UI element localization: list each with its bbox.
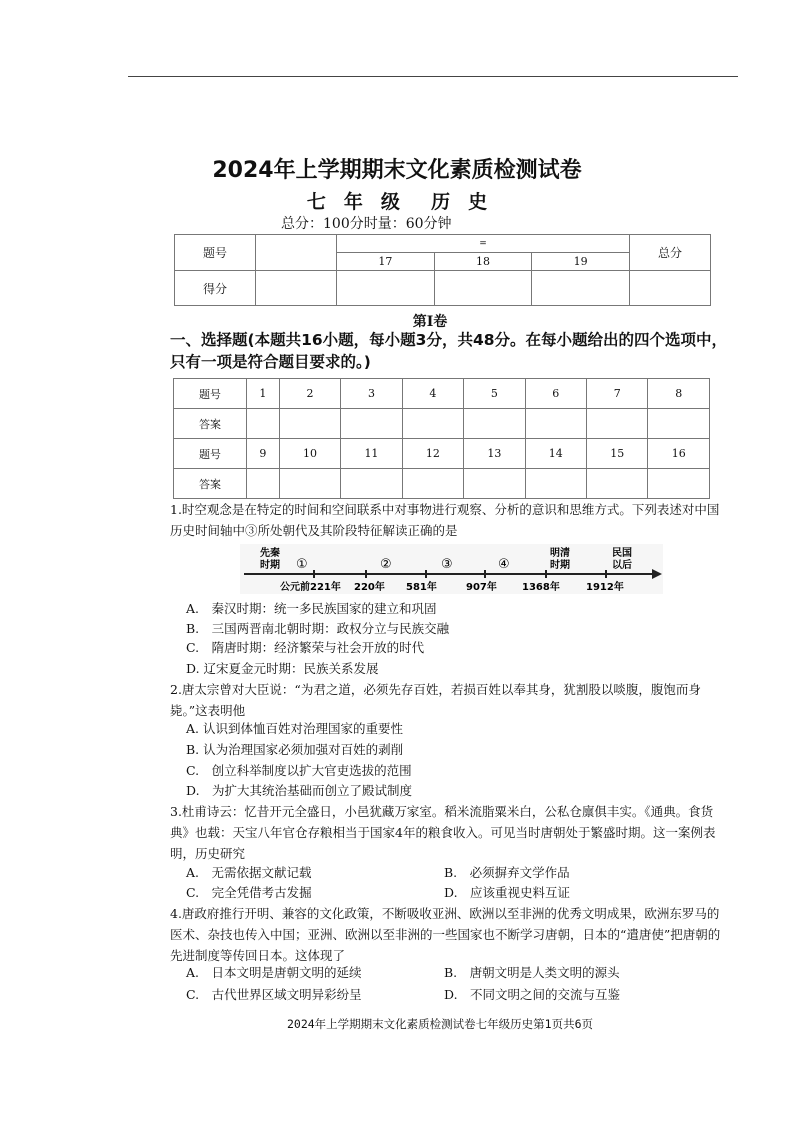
answer-cell[interactable] [648, 409, 710, 439]
q3-option-c: C. 完全凭借考古发掘 [186, 885, 312, 900]
answer-cell[interactable] [464, 409, 525, 439]
subject-char: 级 [380, 191, 400, 213]
score-col: 17 [337, 253, 435, 271]
answer-cell[interactable] [525, 409, 586, 439]
q2-option-c: C. 创立科举制度以扩大官吏选拔的范围 [186, 763, 412, 778]
score-cell[interactable] [337, 271, 435, 306]
question-1-stem: 1.时空观念是在特定的时间和空间联系中对事物进行观察、分析的意识和思维方式。下列表述对中国历史时间轴中③所处朝代及其阶段特征解读正确的是 [170, 502, 720, 538]
answer-qnum: 4 [402, 379, 463, 409]
score-cell[interactable] [630, 271, 711, 306]
answer-qnum: 6 [525, 379, 586, 409]
score-row-label: 题号 [175, 235, 256, 271]
q4-option-d: D. 不同文明之间的交流与互鉴 [444, 987, 621, 1002]
section-mark: = [337, 235, 630, 253]
label-minguo-1: 民国 [612, 548, 632, 559]
answer-cell[interactable] [247, 409, 280, 439]
answer-qnum: 8 [648, 379, 710, 409]
marker-1: ① [296, 557, 308, 572]
answer-cell[interactable] [587, 469, 648, 499]
label-ming-qing-2: 时期 [550, 560, 570, 571]
answer-row-label: 题号 [174, 439, 247, 469]
score-table [174, 234, 711, 306]
q3-option-b: B. 必须摒弃文学作品 [444, 865, 570, 880]
q1-option-a: A. 秦汉时期：统一多民族国家的建立和巩固 [186, 601, 437, 616]
answer-qnum: 5 [464, 379, 525, 409]
question-2-stem: 2.唐太宗曾对大臣说：“为君之道，必须先存百姓，若损百姓以奉其身，犹割股以啖腹，腹饱而身毙。”这表明他 [170, 682, 701, 718]
q1-option-c: C. 隋唐时期：经济繁荣与社会开放的时代 [186, 640, 425, 655]
part-heading: 第Ⅰ卷 [412, 314, 448, 330]
subject-char: 史 [468, 191, 488, 213]
total-label: 总分 [630, 235, 711, 271]
answer-cell[interactable] [402, 409, 463, 439]
answer-qnum: 2 [279, 379, 340, 409]
label-minguo-2: 以后 [612, 560, 632, 571]
timeline-arrow [652, 569, 662, 579]
score-cell[interactable] [434, 271, 532, 306]
marker-2: ② [380, 557, 392, 572]
answer-cell[interactable] [341, 409, 402, 439]
answer-qnum: 1 [247, 379, 280, 409]
answer-qnum: 16 [648, 439, 710, 469]
q4-option-a: A. 日本文明是唐朝文明的延续 [186, 965, 362, 980]
answer-cell[interactable] [341, 469, 402, 499]
q2-option-a: A. 认识到体恤百姓对治理国家的重要性 [186, 721, 403, 736]
score-blank-cell[interactable] [256, 235, 337, 271]
q3-option-d: D. 应该重视史料互证 [444, 885, 571, 900]
answer-row-label: 题号 [174, 379, 247, 409]
marker-3: ③ [441, 557, 453, 572]
q4-option-c: C. 古代世界区域文明异彩纷呈 [186, 987, 362, 1002]
q2-option-b: B. 认为治理国家必须加强对百姓的剥削 [186, 742, 404, 757]
year-3: 581年 [406, 582, 437, 593]
answer-row-label: 答案 [174, 469, 247, 499]
question-3-stem: 3.杜甫诗云：忆昔开元全盛日，小邑犹藏万家室。稻米流脂粟米白，公私仓廪俱丰实。《通典。食货典》也载：天宝八年官仓存粮相当于国家4年的粮食收入。可见当时唐朝处于繁盛时期。这一案例表明，历史研究 [170, 804, 716, 861]
q2-option-d: D. 为扩大其统治基础而创立了殿试制度 [186, 783, 413, 798]
label-pre-qin-1: 先秦 [260, 548, 280, 559]
top-rule [128, 76, 738, 77]
answer-qnum: 10 [279, 439, 340, 469]
score-col: 19 [532, 253, 630, 271]
answer-cell[interactable] [464, 469, 525, 499]
score-cell[interactable] [256, 271, 337, 306]
year-2: 220年 [354, 582, 385, 593]
answer-qnum: 11 [341, 439, 402, 469]
exam-title: 2024年上学期期末文化素质检测试卷 [212, 158, 582, 183]
score-col: 18 [434, 253, 532, 271]
page-footer: 2024年上学期期末文化素质检测试卷七年级历史第1页共6页 [286, 1017, 594, 1031]
q4-option-b: B. 唐朝文明是人类文明的源头 [444, 965, 620, 980]
q1-option-d: D. 辽宋夏金元时期：民族关系发展 [186, 661, 379, 676]
exam-subject [0, 187, 794, 214]
answer-qnum: 12 [402, 439, 463, 469]
year-1: 公元前221年 [280, 582, 341, 593]
answer-qnum: 14 [525, 439, 586, 469]
answer-row-label: 答案 [174, 409, 247, 439]
q1-option-b: B. 三国两晋南北朝时期：政权分立与民族交融 [186, 621, 450, 636]
answer-cell[interactable] [279, 409, 340, 439]
timeline-graphic [240, 544, 663, 594]
subject-char: 年 [343, 191, 363, 213]
marker-4: ④ [498, 557, 510, 572]
total-info: 总分：100分时量：60分钟 [281, 216, 452, 232]
answer-cell[interactable] [648, 469, 710, 499]
q3-option-a: A. 无需依据文献记载 [186, 865, 312, 880]
history-timeline [240, 544, 663, 594]
answer-qnum: 13 [464, 439, 525, 469]
answer-cell[interactable] [247, 469, 280, 499]
label-pre-qin-2: 时期 [260, 560, 280, 571]
score-cell[interactable] [532, 271, 630, 306]
answer-cell[interactable] [587, 409, 648, 439]
label-ming-qing-1: 明清 [550, 548, 570, 559]
answer-qnum: 15 [587, 439, 648, 469]
answer-cell[interactable] [279, 469, 340, 499]
answer-qnum: 3 [341, 379, 402, 409]
answer-qnum: 9 [247, 439, 280, 469]
subject-char: 历 [431, 191, 451, 213]
answer-table [173, 378, 710, 499]
section-one-title: 一、选择题(本题共16小题，每小题3分，共48分。在每小题给出的四个选项中，只有一项是符合题目要求的。) [170, 331, 728, 371]
year-5: 1368年 [522, 582, 560, 593]
subject-char: 七 [306, 191, 326, 213]
answer-qnum: 7 [587, 379, 648, 409]
answer-cell[interactable] [402, 469, 463, 499]
answer-cell[interactable] [525, 469, 586, 499]
question-4-stem: 4.唐政府推行开明、兼容的文化政策，不断吸收亚洲、欧洲以至非洲的优秀文明成果，欧洲东罗马的医术、杂技也传入中国；亚洲、欧洲以至非洲的一些国家也不断学习唐朝，日本的“遣唐使”把唐朝的先进制度等传回日本。这体现了 [170, 906, 721, 963]
year-6: 1912年 [586, 582, 624, 593]
year-4: 907年 [466, 582, 497, 593]
score-row-label: 得分 [175, 271, 256, 306]
